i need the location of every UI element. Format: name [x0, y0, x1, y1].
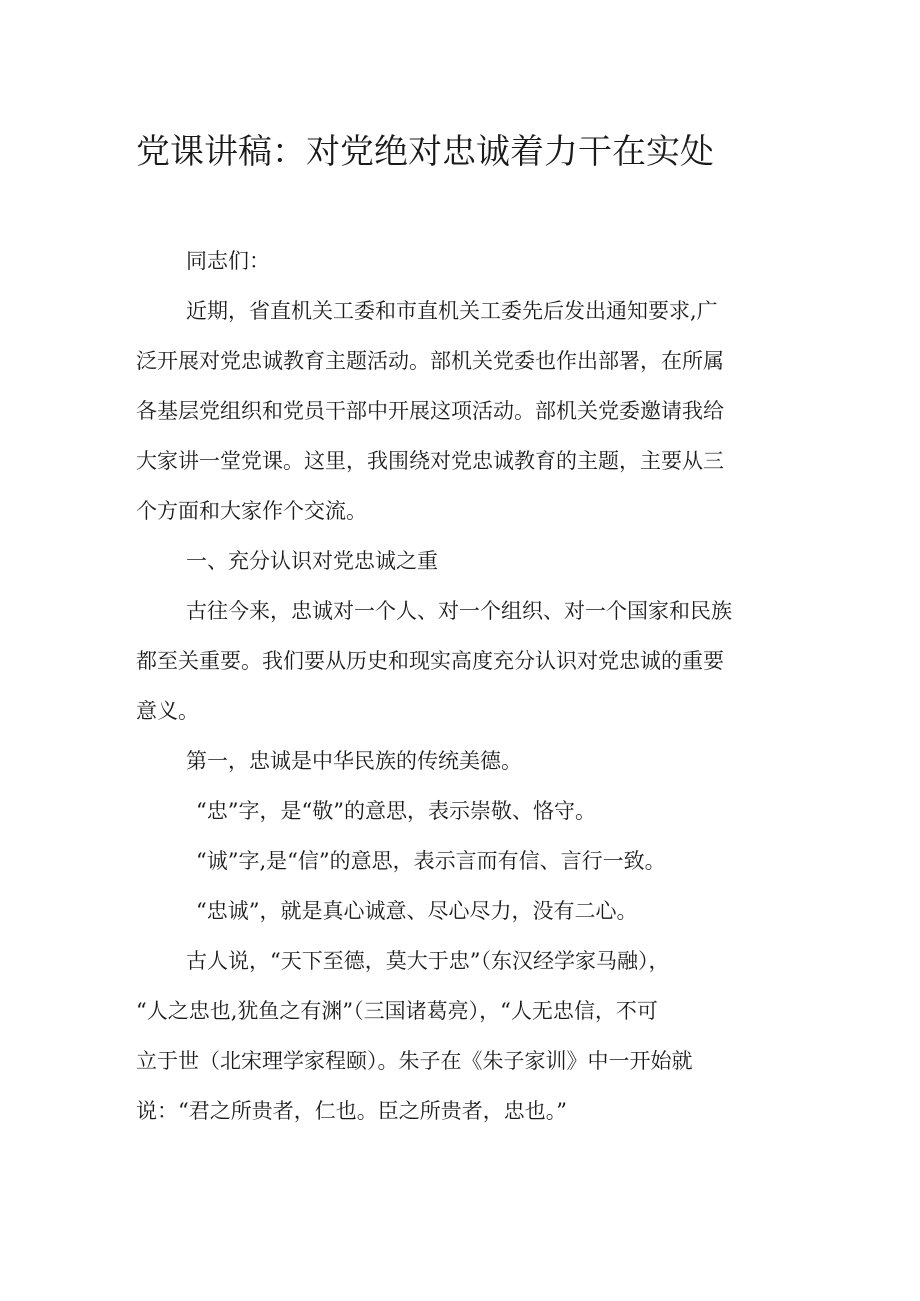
paragraph-line: 大家讲一堂党课。这里，我围绕对党忠诚教育的主题，主要从三 [136, 449, 724, 473]
paragraph-line: 古人说，“天下至德，莫大于忠”（东汉经学家马融）， [186, 949, 670, 973]
salutation-line: 同志们： [186, 249, 270, 273]
paragraph-line: 古往今来，忠诚对一个人、对一个组织、对一个国家和民族 [186, 599, 732, 623]
paragraph-line: 近期，省直机关工委和市直机关工委先后发出通知要求,广 [186, 299, 718, 323]
document-title: 党课讲稿：对党绝对忠诚着力干在实处 [136, 132, 714, 172]
paragraph-line: “人之忠也,犹鱼之有渊”（三国诸葛亮），“人无忠信，不可 [136, 999, 658, 1023]
section-heading: 一、充分认识对党忠诚之重 [186, 549, 438, 573]
paragraph-line: 说：“君之所贵者，仁也。臣之所贵者，忠也。” [136, 1099, 567, 1123]
paragraph-line: “忠诚”，就是真心诚意、尽心尽力，没有二心。 [196, 899, 638, 923]
paragraph-line: 立于世（北宋理学家程颐）。朱子在《朱子家训》中一开始就 [136, 1049, 693, 1073]
document-body [136, 236, 786, 1136]
paragraph-line: 都至关重要。我们要从历史和现实高度充分认识对党忠诚的重要 [136, 649, 724, 673]
subheading-line: 第一，忠诚是中华民族的传统美德。 [186, 749, 522, 773]
paragraph-line: “忠”字，是“敬”的意思，表示崇敬、恪守。 [196, 799, 596, 823]
paragraph-line: “诚”字,是“信”的意思，表示言而有信、言行一致。 [196, 849, 666, 873]
paragraph-line: 个方面和大家作个交流。 [136, 499, 367, 523]
paragraph-line: 各基层党组织和党员干部中开展这项活动。部机关党委邀请我给 [136, 399, 724, 423]
paragraph-line: 意义。 [136, 699, 199, 723]
paragraph-line: 泛开展对党忠诚教育主题活动。部机关党委也作出部署，在所属 [136, 349, 724, 373]
